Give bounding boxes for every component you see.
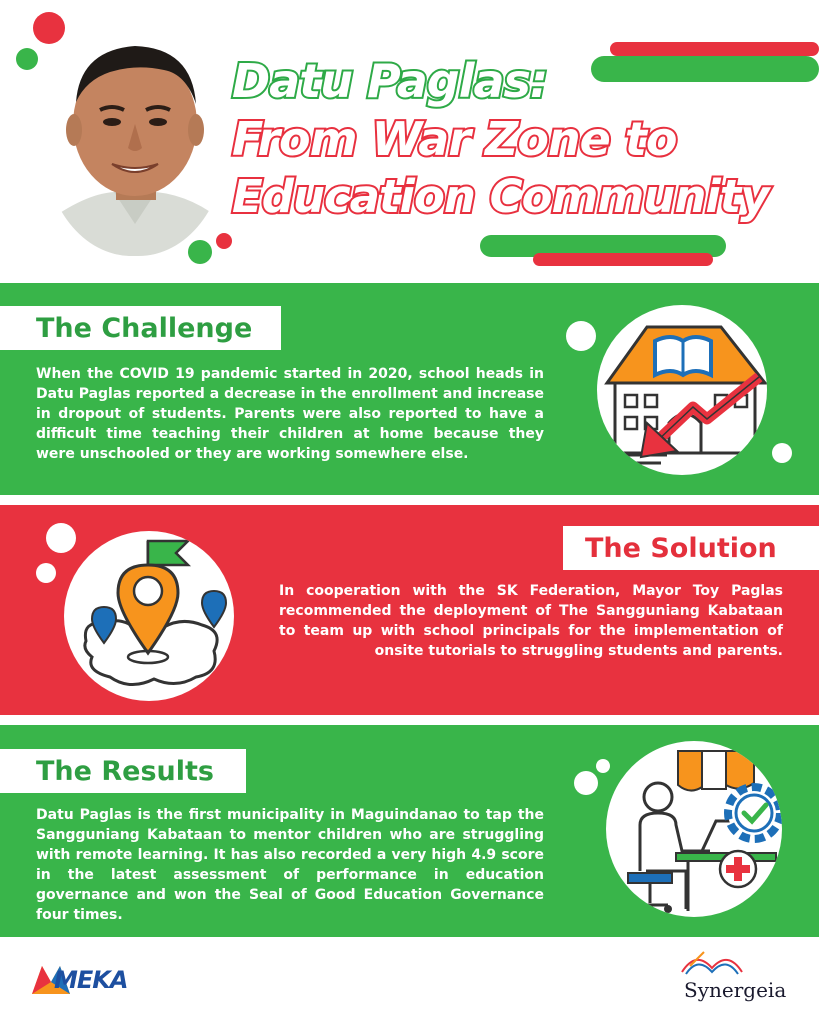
decor-dot-white-small: [36, 563, 56, 583]
decor-bar-green-top: [591, 56, 819, 82]
challenge-section: [0, 283, 819, 495]
synergeia-logo: [676, 946, 796, 1002]
decor-dot-red-large: [33, 12, 65, 44]
decor-dot-white-small: [772, 443, 792, 463]
solution-section: [0, 505, 819, 715]
location-map-icon: [64, 531, 234, 701]
page-title-line-2: From War Zone to: [232, 112, 677, 166]
book-icon: [680, 946, 744, 976]
results-body-text: Datu Paglas is the first municipality in Maguindanao to tap the Sangguniang Kabataan to mentor children who are struggling with remote learning. It has also recorded a very high 4.9 score in the latest assessment of performance in education governance and won the Seal of Good Education Governance four times.: [36, 807, 544, 923]
challenge-heading: The Challenge: [0, 306, 281, 350]
decor-dot-green-small: [16, 48, 38, 70]
page-title-line-1: Datu Paglas:: [232, 54, 548, 108]
school-decline-icon: [597, 305, 767, 475]
decor-bar-red-top: [610, 42, 819, 56]
portrait-illustration: [44, 24, 226, 256]
meka-logo-text: MEKA: [54, 966, 128, 994]
decor-dot-white: [566, 321, 596, 351]
solution-heading: The Solution: [563, 526, 819, 570]
page-title-line-3: Education Community: [232, 170, 769, 223]
portrait-avatar: [44, 24, 226, 256]
results-section: [0, 725, 819, 937]
decor-dot-white: [46, 523, 76, 553]
solution-body-text: In cooperation with the SK Federation, Mayor Toy Paglas recommended the deployment of The Sangguniang Kabataan to team up with school principals for the implementation of onsite tutorials to struggling students and parents.: [279, 583, 783, 659]
decor-dot-white-small: [596, 759, 610, 773]
decor-dot-white: [574, 771, 598, 795]
decor-dot-red-small: [216, 233, 232, 249]
decor-dot-green: [188, 240, 212, 264]
results-heading: The Results: [0, 749, 246, 793]
challenge-body-text: When the COVID 19 pandemic started in 2020, school heads in Datu Paglas reported a decrease in the enrollment and increase in dropout of students. Parents were also reported to have a difficult time teaching their children at home because they were unschooled or they are working somewhere else.: [36, 366, 544, 462]
synergeia-logo-text: Synergeia: [684, 978, 787, 1002]
remote-learning-icon: [606, 741, 782, 917]
meka-logo: [32, 965, 138, 995]
decor-bar-red-bottom: [533, 253, 713, 266]
